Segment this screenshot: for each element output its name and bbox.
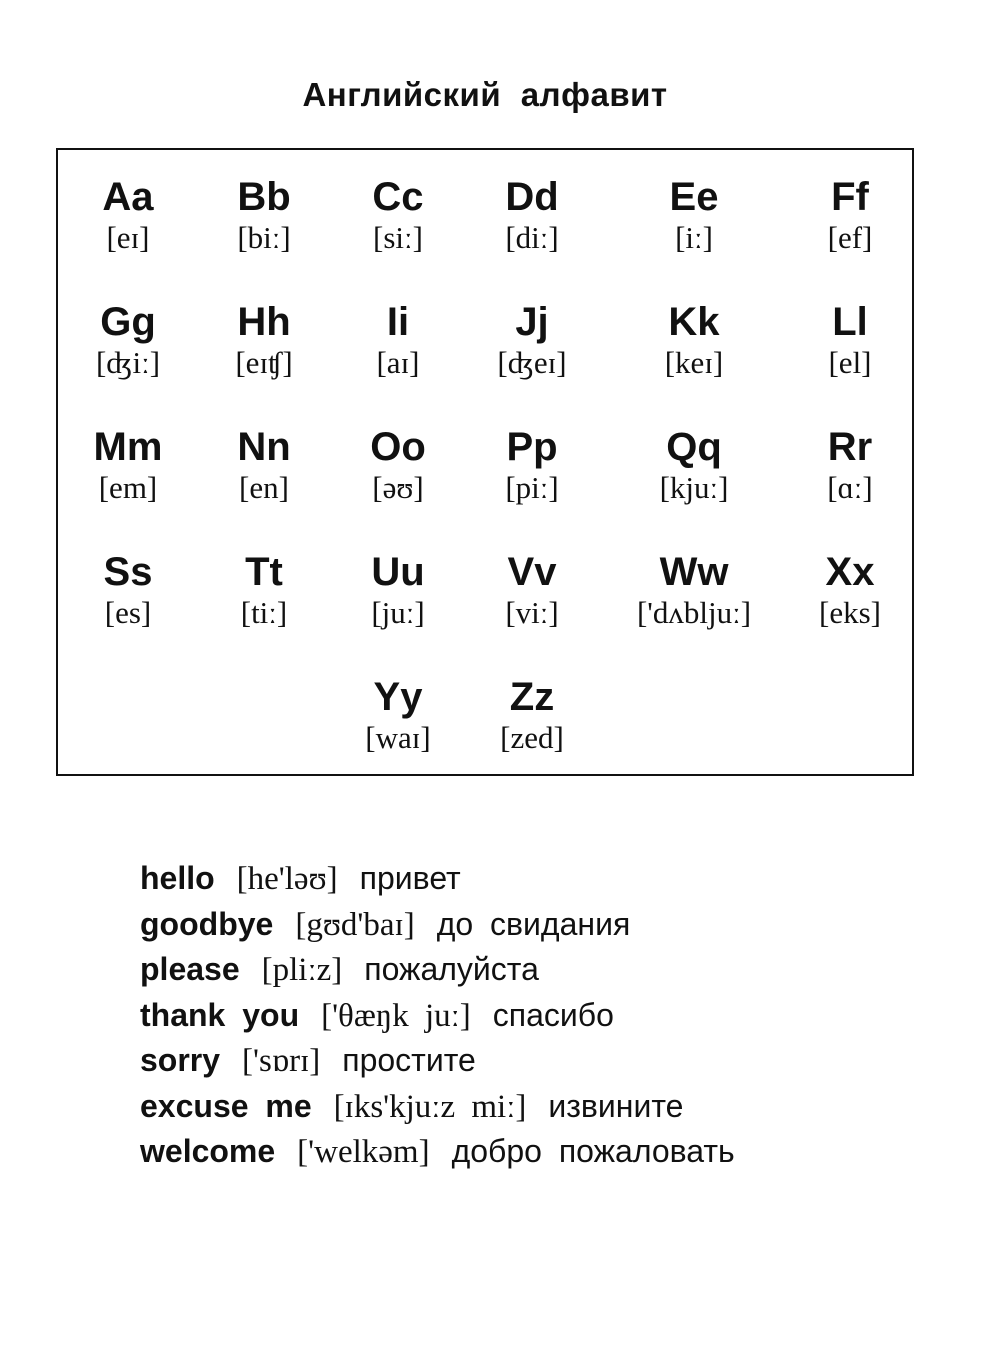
letter-pair: Ii <box>386 300 410 344</box>
letter-r <box>770 424 930 506</box>
letter-transcription: [es] <box>104 595 152 630</box>
phrase-word: please <box>140 951 240 987</box>
phrase-translation: извините <box>548 1087 684 1124</box>
letter-pair: Ss <box>103 550 153 594</box>
phrase-transcription: [pliːz] <box>261 952 343 988</box>
letter-pair: Dd <box>505 175 559 219</box>
letter-transcription: [keɪ] <box>664 345 724 380</box>
letter-pair: Aa <box>102 175 154 219</box>
letter-transcription: [em] <box>98 470 158 505</box>
phrase-translation: добро пожаловать <box>451 1133 735 1169</box>
phrase-row <box>140 902 980 948</box>
letter-transcription: [eɪ] <box>106 220 150 255</box>
phrase-transcription: [gʊd'baɪ] <box>295 906 415 943</box>
letter-transcription: [ʤeɪ] <box>497 345 567 380</box>
letter-pair: Uu <box>371 550 425 594</box>
letter-w <box>614 549 774 631</box>
letter-pair: Bb <box>237 175 291 219</box>
letter-pair: Ee <box>669 175 719 219</box>
letter-k <box>614 299 774 381</box>
phrase-transcription: [he'ləʊ] <box>236 861 338 897</box>
phrase-word: thank you <box>140 996 300 1033</box>
letter-transcription: [piː] <box>505 470 559 505</box>
letter-transcription: [ef] <box>827 220 873 255</box>
phrase-translation: простите <box>342 1042 476 1078</box>
phrase-row <box>140 1038 980 1084</box>
letter-transcription: [aɪ] <box>376 345 420 380</box>
phrase-transcription: ['sɒrɪ] <box>242 1043 321 1079</box>
letter-transcription: [viː] <box>505 595 559 630</box>
phrase-row <box>140 1084 980 1130</box>
letter-transcription: [zed] <box>500 720 564 755</box>
letter-f <box>770 174 930 256</box>
phrase-row <box>140 993 980 1039</box>
letter-transcription: [tiː] <box>240 595 288 630</box>
letter-d <box>452 174 612 256</box>
letter-p <box>452 424 612 506</box>
letter-transcription: [siː] <box>373 220 423 255</box>
phrase-row <box>140 947 980 993</box>
letter-pair: Ll <box>832 300 868 344</box>
letter-pair: Tt <box>245 550 283 594</box>
page-title: Английский алфавит <box>302 76 668 113</box>
letter-transcription: [juː] <box>371 595 425 630</box>
phrase-list <box>140 856 980 1175</box>
phrase-translation: пожалуйста <box>364 951 539 987</box>
letter-transcription: [biː] <box>237 220 291 255</box>
phrase-word: excuse me <box>140 1087 312 1124</box>
letter-pair: Zz <box>509 675 555 719</box>
letter-pair: Vv <box>507 550 557 594</box>
letter-l <box>770 299 930 381</box>
letter-pair: Ww <box>659 550 729 594</box>
letter-z <box>452 674 612 756</box>
letter-pair: Rr <box>827 425 873 469</box>
phrase-row <box>140 856 980 902</box>
letter-pair: Mm <box>93 425 163 469</box>
letter-pair: Cc <box>372 175 424 219</box>
letter-transcription: [eɪʧ] <box>235 345 293 380</box>
letter-q <box>614 424 774 506</box>
phrase-word: sorry <box>140 1042 221 1078</box>
letter-transcription: [waɪ] <box>365 720 431 755</box>
letter-pair: Kk <box>668 300 720 344</box>
phrase-word: goodbye <box>140 905 274 942</box>
phrase-translation: до свидания <box>436 905 631 942</box>
phrase-transcription: [ɪks'kjuːz miː] <box>333 1088 527 1125</box>
phrase-word: hello <box>140 860 215 896</box>
letter-pair: Ff <box>831 175 869 219</box>
phrase-transcription: ['welkəm] <box>297 1134 430 1170</box>
letter-pair: Qq <box>666 425 722 469</box>
letter-transcription: [en] <box>239 470 289 505</box>
letter-pair: Jj <box>515 300 549 344</box>
letter-pair: Pp <box>506 425 558 469</box>
alphabet-table <box>56 148 914 776</box>
letter-pair: Gg <box>100 300 156 344</box>
letter-pair: Nn <box>237 425 291 469</box>
phrase-transcription: ['θæŋk juː] <box>321 997 471 1034</box>
letter-transcription: [əʊ] <box>372 470 424 505</box>
letter-x <box>770 549 930 631</box>
phrase-row <box>140 1129 980 1175</box>
letter-transcription: [eks] <box>819 595 881 630</box>
phrase-translation: спасибо <box>492 996 614 1033</box>
letter-transcription: [el] <box>828 345 872 380</box>
letter-transcription: [iː] <box>675 220 713 255</box>
letter-j <box>452 299 612 381</box>
letter-transcription: ['dʌbljuː] <box>636 595 752 630</box>
letter-pair: Yy <box>373 675 423 719</box>
phrase-translation: привет <box>359 860 461 896</box>
letter-v <box>452 549 612 631</box>
letter-pair: Hh <box>237 300 291 344</box>
letter-transcription: [ʤiː] <box>95 345 161 380</box>
letter-e <box>614 174 774 256</box>
letter-transcription: [diː] <box>505 220 559 255</box>
letter-transcription: [ɑː] <box>827 470 873 505</box>
letter-pair: Oo <box>370 425 426 469</box>
letter-transcription: [kjuː] <box>659 470 729 505</box>
phrase-word: welcome <box>140 1133 276 1169</box>
letter-pair: Xx <box>825 550 875 594</box>
